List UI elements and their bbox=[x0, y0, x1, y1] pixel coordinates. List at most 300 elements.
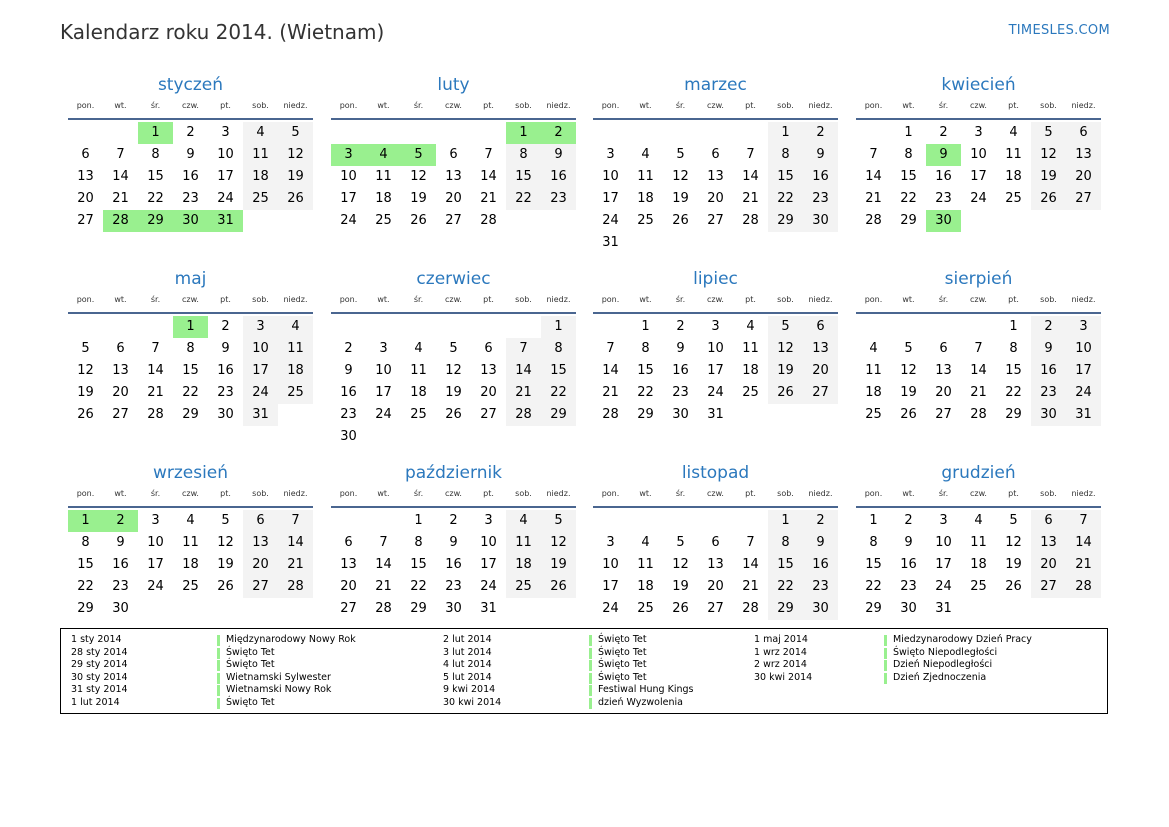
day-cell: 2 bbox=[803, 510, 838, 532]
day-cell: 7 bbox=[484, 147, 493, 162]
empty-cell bbox=[103, 122, 138, 144]
holiday-marker-icon bbox=[217, 648, 220, 659]
day-cell: 17 bbox=[970, 169, 987, 184]
weekday-label: czw. bbox=[707, 101, 724, 110]
legend-date: 9 kwi 2014 bbox=[443, 684, 496, 695]
empty-cell bbox=[663, 232, 698, 254]
day-cell: 2 bbox=[1031, 316, 1066, 338]
week-row bbox=[593, 532, 838, 554]
weekday-label: niedz. bbox=[283, 101, 308, 110]
month-name: październik bbox=[404, 463, 503, 483]
weekday-label: pon. bbox=[339, 489, 358, 498]
empty-cell bbox=[331, 510, 366, 532]
day-cell: 3 bbox=[939, 513, 948, 528]
weekday-header bbox=[593, 294, 838, 314]
week-row bbox=[593, 122, 838, 144]
day-cell: 1 bbox=[173, 316, 208, 338]
empty-cell bbox=[961, 210, 996, 232]
day-cell: 29 bbox=[138, 210, 173, 232]
empty-cell bbox=[856, 316, 891, 338]
day-cell: 20 bbox=[803, 360, 838, 382]
week-row bbox=[593, 598, 838, 620]
empty-cell bbox=[366, 426, 401, 448]
weekday-label: wt. bbox=[114, 295, 127, 304]
weekday-label: niedz. bbox=[546, 295, 571, 304]
day-cell: 3 bbox=[331, 144, 366, 166]
day-cell: 27 bbox=[77, 213, 94, 228]
day-cell: 27 bbox=[1066, 188, 1101, 210]
day-cell: 21 bbox=[375, 579, 392, 594]
day-cell: 1 bbox=[138, 122, 173, 144]
week-row bbox=[331, 554, 576, 576]
day-cell: 11 bbox=[182, 535, 199, 550]
weekday-header bbox=[331, 294, 576, 314]
week-row bbox=[593, 316, 838, 338]
day-cell: 25 bbox=[410, 407, 427, 422]
day-cell: 1 bbox=[506, 122, 541, 144]
day-cell: 1 bbox=[541, 316, 576, 338]
day-cell: 30 bbox=[217, 407, 234, 422]
weekday-label: pt. bbox=[220, 489, 231, 498]
day-cell: 23 bbox=[182, 191, 199, 206]
weekday-label: pon. bbox=[76, 101, 95, 110]
weekday-label: pt. bbox=[1008, 101, 1019, 110]
week-row bbox=[68, 532, 313, 554]
month-name: kwiecień bbox=[941, 75, 1016, 95]
holiday-marker-icon bbox=[589, 648, 592, 659]
empty-cell bbox=[331, 316, 366, 338]
weekday-label: śr. bbox=[413, 295, 424, 304]
day-cell: 3 bbox=[379, 341, 388, 356]
day-cell: 15 bbox=[147, 169, 164, 184]
month-name: sierpień bbox=[944, 269, 1013, 289]
week-row bbox=[593, 188, 838, 210]
day-cell: 6 bbox=[449, 147, 458, 162]
legend-entry bbox=[744, 634, 1032, 647]
day-cell: 28 bbox=[147, 407, 164, 422]
legend-column bbox=[61, 634, 356, 709]
empty-cell bbox=[733, 404, 768, 426]
day-cell: 6 bbox=[711, 147, 720, 162]
day-cell: 1 bbox=[904, 125, 913, 140]
empty-cell bbox=[243, 598, 278, 620]
legend-holiday-name: Święto Tet bbox=[226, 659, 275, 670]
day-cell: 7 bbox=[116, 147, 125, 162]
holiday-marker-icon bbox=[217, 673, 220, 684]
legend-date: 31 sty 2014 bbox=[71, 684, 128, 695]
holiday-marker-icon bbox=[884, 673, 887, 684]
day-cell: 20 bbox=[707, 579, 724, 594]
empty-cell bbox=[541, 426, 576, 448]
day-cell: 9 bbox=[541, 144, 576, 166]
weekday-label: pt. bbox=[745, 101, 756, 110]
day-cell: 21 bbox=[112, 191, 129, 206]
day-cell: 25 bbox=[970, 579, 987, 594]
day-cell: 2 bbox=[676, 319, 685, 334]
week-row bbox=[68, 338, 313, 360]
empty-cell bbox=[278, 598, 313, 620]
empty-cell bbox=[436, 316, 471, 338]
day-cell: 4 bbox=[869, 341, 878, 356]
holiday-marker-icon bbox=[589, 660, 592, 671]
day-cell: 16 bbox=[445, 557, 462, 572]
legend-holiday-name: Święto Tet bbox=[598, 671, 647, 683]
weekday-label: pon. bbox=[339, 101, 358, 110]
day-cell: 9 bbox=[676, 341, 685, 356]
weekday-label: czw. bbox=[445, 101, 462, 110]
day-cell: 5 bbox=[904, 341, 913, 356]
weekday-header bbox=[593, 100, 838, 120]
week-row bbox=[856, 338, 1101, 360]
day-cell: 22 bbox=[182, 385, 199, 400]
day-cell: 22 bbox=[865, 579, 882, 594]
day-cell: 8 bbox=[151, 147, 160, 162]
day-cell: 20 bbox=[445, 191, 462, 206]
day-cell: 1 bbox=[768, 122, 803, 144]
day-cell: 10 bbox=[480, 535, 497, 550]
day-cell: 2 bbox=[449, 513, 458, 528]
empty-cell bbox=[506, 316, 541, 338]
legend-holiday-name: Święto Tet bbox=[598, 646, 647, 658]
weekday-label: niedz. bbox=[546, 101, 571, 110]
empty-cell bbox=[138, 598, 173, 620]
day-cell: 2 bbox=[221, 319, 230, 334]
empty-cell bbox=[803, 404, 838, 426]
brand-link[interactable]: TIMESLES.COM bbox=[1008, 23, 1110, 38]
day-cell: 19 bbox=[1005, 557, 1022, 572]
weekday-label: czw. bbox=[707, 489, 724, 498]
empty-cell bbox=[471, 426, 506, 448]
week-row bbox=[856, 144, 1101, 166]
day-cell: 17 bbox=[935, 557, 952, 572]
week-row bbox=[593, 510, 838, 532]
weekday-label: wt. bbox=[902, 489, 915, 498]
day-cell: 5 bbox=[1009, 513, 1018, 528]
day-cell: 17 bbox=[707, 363, 724, 378]
day-cell: 26 bbox=[900, 407, 917, 422]
day-cell: 18 bbox=[637, 579, 654, 594]
day-cell: 1 bbox=[68, 510, 103, 532]
day-cell: 3 bbox=[221, 125, 230, 140]
day-cell: 13 bbox=[112, 363, 129, 378]
month-block bbox=[593, 462, 838, 620]
day-cell: 24 bbox=[970, 191, 987, 206]
day-cell: 28 bbox=[865, 213, 882, 228]
weekday-label: czw. bbox=[707, 295, 724, 304]
month-block bbox=[68, 74, 313, 232]
day-cell: 12 bbox=[278, 144, 313, 166]
day-cell: 1 bbox=[1009, 319, 1018, 334]
empty-cell bbox=[366, 122, 401, 144]
day-cell: 14 bbox=[147, 363, 164, 378]
week-row bbox=[856, 122, 1101, 144]
empty-cell bbox=[68, 122, 103, 144]
day-cell: 16 bbox=[217, 363, 234, 378]
day-cell: 4 bbox=[278, 316, 313, 338]
legend-entry bbox=[433, 659, 693, 672]
day-cell: 13 bbox=[77, 169, 94, 184]
day-cell: 26 bbox=[768, 382, 803, 404]
weekday-label: niedz. bbox=[546, 489, 571, 498]
day-cell: 29 bbox=[182, 407, 199, 422]
day-cell: 23 bbox=[935, 191, 952, 206]
day-cell: 28 bbox=[742, 213, 759, 228]
day-cell: 15 bbox=[768, 166, 803, 188]
empty-cell bbox=[628, 232, 663, 254]
day-cell: 27 bbox=[340, 601, 357, 616]
day-cell: 19 bbox=[672, 191, 689, 206]
weekday-header bbox=[593, 488, 838, 508]
weekday-label: pon. bbox=[601, 295, 620, 304]
day-cell: 4 bbox=[746, 319, 755, 334]
weekday-label: wt. bbox=[639, 295, 652, 304]
day-cell: 3 bbox=[243, 316, 278, 338]
day-cell: 27 bbox=[445, 213, 462, 228]
day-cell: 22 bbox=[410, 579, 427, 594]
day-cell: 16 bbox=[803, 166, 838, 188]
week-row bbox=[856, 532, 1101, 554]
month-block bbox=[331, 268, 576, 448]
weekday-label: wt. bbox=[377, 295, 390, 304]
day-cell: 17 bbox=[375, 385, 392, 400]
legend-date: 5 lut 2014 bbox=[443, 671, 492, 683]
month-block bbox=[68, 462, 313, 620]
weekday-label: sob. bbox=[515, 101, 532, 110]
weekday-label: czw. bbox=[182, 295, 199, 304]
day-cell: 12 bbox=[541, 532, 576, 554]
legend-holiday-name: Międzynarodowy Nowy Rok bbox=[226, 634, 356, 645]
day-cell: 14 bbox=[742, 557, 759, 572]
weekday-label: wt. bbox=[377, 489, 390, 498]
day-cell: 8 bbox=[904, 147, 913, 162]
day-cell: 11 bbox=[742, 341, 759, 356]
weekday-label: wt. bbox=[114, 489, 127, 498]
day-cell: 8 bbox=[541, 338, 576, 360]
empty-cell bbox=[891, 316, 926, 338]
legend-date: 29 sty 2014 bbox=[71, 659, 128, 670]
day-cell: 21 bbox=[506, 382, 541, 404]
day-cell: 5 bbox=[401, 144, 436, 166]
legend-date: 4 lut 2014 bbox=[443, 659, 492, 670]
day-cell: 13 bbox=[445, 169, 462, 184]
day-cell: 3 bbox=[711, 319, 720, 334]
day-cell: 29 bbox=[637, 407, 654, 422]
weekday-label: pt. bbox=[745, 489, 756, 498]
day-cell: 25 bbox=[506, 576, 541, 598]
holiday-marker-icon bbox=[217, 660, 220, 671]
empty-cell bbox=[1031, 210, 1066, 232]
day-cell: 27 bbox=[707, 601, 724, 616]
day-cell: 18 bbox=[278, 360, 313, 382]
day-cell: 16 bbox=[1031, 360, 1066, 382]
week-row bbox=[593, 338, 838, 360]
empty-cell bbox=[366, 316, 401, 338]
holiday-marker-icon bbox=[884, 648, 887, 659]
day-cell: 6 bbox=[1066, 122, 1101, 144]
day-cell: 19 bbox=[768, 360, 803, 382]
day-cell: 22 bbox=[768, 576, 803, 598]
day-cell: 23 bbox=[445, 579, 462, 594]
day-cell: 26 bbox=[1005, 579, 1022, 594]
empty-cell bbox=[961, 598, 996, 620]
week-row bbox=[331, 122, 576, 144]
weekday-label: pon. bbox=[601, 489, 620, 498]
weekday-label: pt. bbox=[220, 295, 231, 304]
day-cell: 17 bbox=[602, 191, 619, 206]
day-cell: 22 bbox=[637, 385, 654, 400]
day-cell: 11 bbox=[865, 363, 882, 378]
day-cell: 27 bbox=[803, 382, 838, 404]
day-cell: 4 bbox=[506, 510, 541, 532]
day-cell: 26 bbox=[278, 188, 313, 210]
week-row bbox=[856, 166, 1101, 188]
weekday-label: pt. bbox=[1008, 489, 1019, 498]
day-cell: 21 bbox=[1066, 554, 1101, 576]
week-row bbox=[331, 532, 576, 554]
day-cell: 9 bbox=[803, 144, 838, 166]
legend-entry bbox=[433, 647, 693, 660]
legend-date: 2 lut 2014 bbox=[443, 634, 492, 645]
weekday-label: pon. bbox=[76, 295, 95, 304]
week-row bbox=[856, 598, 1101, 620]
day-cell: 11 bbox=[375, 169, 392, 184]
day-cell: 1 bbox=[641, 319, 650, 334]
day-cell: 12 bbox=[672, 557, 689, 572]
week-row bbox=[593, 232, 838, 254]
weekday-label: sob. bbox=[515, 295, 532, 304]
empty-cell bbox=[663, 510, 698, 532]
empty-cell bbox=[926, 316, 961, 338]
day-cell: 22 bbox=[768, 188, 803, 210]
day-cell: 3 bbox=[151, 513, 160, 528]
day-cell: 17 bbox=[480, 557, 497, 572]
weekday-label: śr. bbox=[413, 101, 424, 110]
legend-column bbox=[433, 634, 693, 709]
week-row bbox=[68, 166, 313, 188]
day-cell: 19 bbox=[1031, 166, 1066, 188]
week-row bbox=[68, 188, 313, 210]
empty-cell bbox=[366, 510, 401, 532]
day-cell: 14 bbox=[480, 169, 497, 184]
day-cell: 29 bbox=[768, 598, 803, 620]
day-cell: 1 bbox=[414, 513, 423, 528]
day-cell: 21 bbox=[742, 191, 759, 206]
day-cell: 26 bbox=[672, 213, 689, 228]
day-cell: 7 bbox=[506, 338, 541, 360]
day-cell: 13 bbox=[480, 363, 497, 378]
legend-holiday-name: Dzień Zjednoczenia bbox=[893, 671, 987, 683]
day-cell: 7 bbox=[379, 535, 388, 550]
day-cell: 30 bbox=[112, 601, 129, 616]
month-name: czerwiec bbox=[416, 269, 491, 289]
week-row bbox=[68, 360, 313, 382]
day-cell: 4 bbox=[1009, 125, 1018, 140]
empty-cell bbox=[1066, 210, 1101, 232]
month-block bbox=[856, 74, 1101, 232]
day-cell: 16 bbox=[935, 169, 952, 184]
legend-date: 30 kwi 2014 bbox=[443, 696, 502, 708]
empty-cell bbox=[278, 404, 313, 426]
day-cell: 23 bbox=[541, 188, 576, 210]
day-cell: 27 bbox=[1031, 576, 1066, 598]
day-cell: 15 bbox=[506, 166, 541, 188]
day-cell: 5 bbox=[541, 510, 576, 532]
empty-cell bbox=[541, 598, 576, 620]
weekday-label: sob. bbox=[252, 101, 269, 110]
weekday-label: czw. bbox=[970, 101, 987, 110]
holiday-marker-icon bbox=[217, 698, 220, 709]
week-row bbox=[331, 338, 576, 360]
weekday-label: czw. bbox=[445, 295, 462, 304]
day-cell: 10 bbox=[970, 147, 987, 162]
day-cell: 13 bbox=[935, 363, 952, 378]
day-cell: 27 bbox=[935, 407, 952, 422]
weekday-label: pon. bbox=[339, 295, 358, 304]
day-cell: 9 bbox=[449, 535, 458, 550]
day-cell: 23 bbox=[112, 579, 129, 594]
empty-cell bbox=[698, 510, 733, 532]
week-row bbox=[331, 404, 576, 426]
day-cell: 11 bbox=[637, 169, 654, 184]
empty-cell bbox=[593, 122, 628, 144]
day-cell: 23 bbox=[672, 385, 689, 400]
weekday-label: śr. bbox=[938, 295, 949, 304]
day-cell: 9 bbox=[803, 532, 838, 554]
holiday-marker-icon bbox=[589, 673, 592, 684]
weekday-label: wt. bbox=[377, 101, 390, 110]
legend-holiday-name: Festiwal Hung Kings bbox=[598, 684, 694, 695]
day-cell: 25 bbox=[375, 213, 392, 228]
legend-holiday-name: Święto Tet bbox=[598, 634, 647, 645]
month-name: wrzesień bbox=[152, 463, 229, 483]
day-cell: 12 bbox=[900, 363, 917, 378]
week-row bbox=[856, 510, 1101, 532]
weekday-header bbox=[68, 100, 313, 120]
weekday-label: pon. bbox=[864, 489, 883, 498]
empty-cell bbox=[768, 232, 803, 254]
day-cell: 25 bbox=[637, 213, 654, 228]
day-cell: 21 bbox=[865, 191, 882, 206]
legend-entry bbox=[744, 647, 1032, 660]
day-cell: 6 bbox=[1031, 510, 1066, 532]
holiday-legend bbox=[60, 628, 1108, 714]
day-cell: 20 bbox=[1031, 554, 1066, 576]
day-cell: 28 bbox=[480, 213, 497, 228]
day-cell: 1 bbox=[869, 513, 878, 528]
day-cell: 4 bbox=[974, 513, 983, 528]
day-cell: 29 bbox=[865, 601, 882, 616]
month-name: grudzień bbox=[941, 463, 1016, 483]
day-cell: 6 bbox=[803, 316, 838, 338]
day-cell: 24 bbox=[707, 385, 724, 400]
empty-cell bbox=[803, 232, 838, 254]
day-cell: 11 bbox=[278, 338, 313, 360]
empty-cell bbox=[698, 122, 733, 144]
day-cell: 3 bbox=[974, 125, 983, 140]
day-cell: 19 bbox=[278, 166, 313, 188]
day-cell: 30 bbox=[803, 210, 838, 232]
weekday-label: wt. bbox=[114, 101, 127, 110]
weekday-label: śr. bbox=[150, 489, 161, 498]
day-cell: 21 bbox=[278, 554, 313, 576]
week-row bbox=[331, 144, 576, 166]
day-cell: 28 bbox=[506, 404, 541, 426]
day-cell: 30 bbox=[926, 210, 961, 232]
day-cell: 13 bbox=[707, 169, 724, 184]
day-cell: 19 bbox=[217, 557, 234, 572]
day-cell: 5 bbox=[676, 535, 685, 550]
day-cell: 13 bbox=[1031, 532, 1066, 554]
